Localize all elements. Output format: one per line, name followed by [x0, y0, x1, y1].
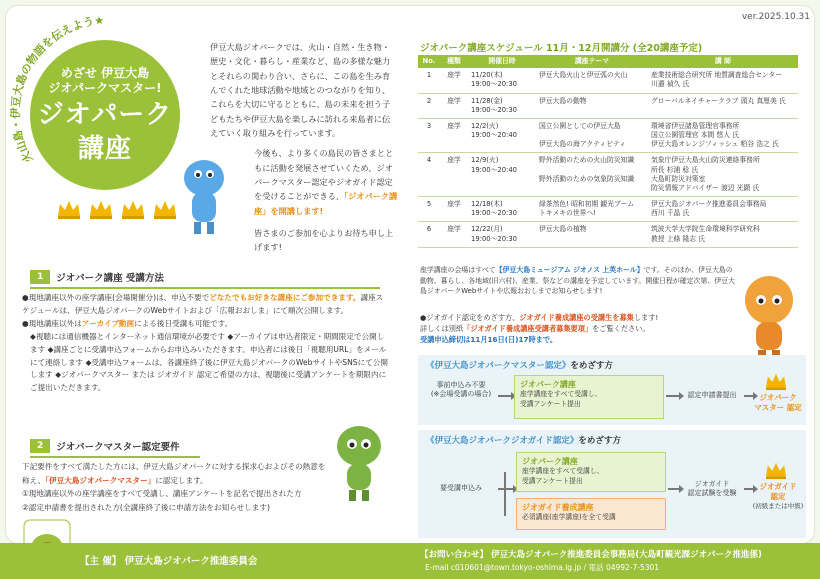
schedule-cell-theme: 伊豆大島の植物 — [536, 222, 648, 247]
schedule-row — [418, 68, 798, 93]
guide-recruit-note: ●ジオガイド認定をめざす方、ジオガイド養成講座の受講生を募集します! 詳しくは別紙「ジオガイド養成講座受講者募集要項」をご覧ください。 受講申込締切は11月16日(日)17時まで。 — [420, 313, 659, 345]
schedule-row — [418, 153, 798, 197]
schedule-cell-date: 12/18(木) 19:00〜20:30 — [468, 197, 536, 222]
footer-contact: 【お問い合わせ】 伊豆大島ジオパーク推進委員会事務局(大島町観光課ジオパーク推進係) — [420, 550, 762, 560]
intro-p2a: 今後も、より多くの島民の皆さまとともに活動を発展させていくため、ジオパークマスター認定やジオガイド認定を受けることができる、 — [254, 148, 394, 202]
section1-bullet3: ◆視聴には通信機器とインターネット通信環境が必要です ◆アーカイブは申込者限定・期間限定で公開します ◆講座ごとに受講申込フォームからお申込みいただきます。申込者には後日「視聴用URL」をメールにて連絡します ◆受講申込フォームは、各講座終了後に伊豆大島ジオパークのWebサイトやSNSにて公開します ◆ジオパークマスター または ジオガイド 認定ご希望の方は、視聴後に受講アンケートを期限内にご提出いただきます。 — [30, 331, 388, 393]
schedule-cell-type: 座学 — [440, 153, 468, 197]
guide-training-box: ジオガイド養成講座 必須講座(座学講座)を全て受講 — [516, 498, 666, 530]
schedule-cell-type: 座学 — [440, 118, 468, 153]
schedule-header-row: No. 種類 開催日時 講座テーマ 講 師 — [418, 55, 798, 68]
schedule-cell-lecturer: 環境省伊豆諸島管理官事務所 国立公園管理官 本間 悠人 氏 伊豆大島オレンジフィッシュ 粕谷 浩之 氏 — [648, 118, 798, 153]
section1-bullet1: ●現地講座以外の座学講座(会場開催分)は、申込不要でどなたでもお好きな講座にご参加できます。講座スケジュールは、伊豆大島ジオパークのWebサイトおよび「広報おおしま」にて順次公開します。 — [22, 293, 384, 315]
schedule-note: 座学講座の会場はすべて【伊豆大島ミュージアム ジオノス 上英ホール】です。そのほか、伊豆大島の動物、暮らし、各地域(旧六村)、産業、祭などの講座を予定しています。開催日程が確定次第、伊豆大島ジオパークWebサイトや広報おおしまでお知らせします! — [420, 266, 735, 296]
schedule-cell-type: 座学 — [440, 68, 468, 93]
title-badge — [30, 40, 180, 190]
schedule-table — [418, 55, 798, 248]
section2-body — [22, 460, 332, 515]
schedule-cell-no: 2 — [418, 93, 440, 118]
section2-line1: 下記要件をすべて満たした方には、伊豆大島ジオパークに対する探求心およびその熱意を称え、「伊豆大島ジオパークマスター」に認定します。 — [22, 462, 326, 485]
crown-icon — [56, 198, 82, 220]
schedule-cell-no: 4 — [418, 153, 440, 197]
section1-header — [30, 268, 380, 286]
blue-mascot-icon — [176, 150, 232, 240]
schedule-title: ジオパーク講座スケジュール 11月・12月開講分 (全20講座予定) — [420, 43, 703, 54]
schedule-cell-type: 座学 — [440, 222, 468, 247]
green-mascot-icon — [330, 420, 388, 504]
schedule-cell-lecturer: 伊豆大島ジオパーク推進委員会事務局 西川 千晶 氏 — [648, 197, 798, 222]
master-path-header: 《伊豆大島ジオパークマスター認定》をめざす方 — [426, 361, 613, 371]
badge-line4: 講座 — [77, 133, 132, 164]
section2-number: 2 — [30, 439, 50, 453]
schedule-cell-no: 1 — [418, 68, 440, 93]
schedule-cell-no: 5 — [418, 197, 440, 222]
schedule-row — [418, 197, 798, 222]
crown-icon — [764, 460, 788, 480]
section1-bullet2: ●現地講座以外はアーカイブ動画による後日受講も可能です。 — [22, 318, 233, 328]
orange-mascot-icon — [738, 270, 800, 368]
crown-icon — [152, 198, 178, 220]
schedule-cell-theme: 伊豆大島の動物 — [536, 93, 648, 118]
footer-host: 【主 催】 伊豆大島ジオパーク推進委員会 — [80, 556, 258, 567]
schedule-row — [418, 93, 798, 118]
master-pre-note: 事前申込み不要 (※会場受講の場合) — [430, 381, 492, 399]
schedule-cell-date: 11/28(金) 19:00〜20:30 — [468, 93, 536, 118]
master-step2: 認定申請書提出 — [687, 391, 737, 399]
schedule-cell-theme: 野外活動のための火山防災知識 野外活動のための気象防災知識 — [536, 153, 648, 197]
section2-title: ジオパークマスター認定要件 — [56, 442, 180, 453]
master-path-panel — [418, 355, 806, 425]
section1-title: ジオパーク講座 受講方法 — [56, 273, 164, 284]
section2-line2: ①現地講座以外の座学講座をすべて受講し、講座アンケートを記名で提出された方 — [22, 489, 302, 499]
schedule-cell-lecturer: 筑波大学大学院生命環境科学研究科 教授 上條 隆志 氏 — [648, 222, 798, 247]
crown-icon — [764, 371, 788, 391]
version-label: ver.2025.10.31 — [741, 12, 810, 22]
intro-p3: 皆さまのご参加を心よりお待ち申し上げます! — [254, 228, 394, 253]
schedule-cell-date: 12/9(火) 19:00〜20:40 — [468, 153, 536, 197]
schedule-row — [418, 222, 798, 247]
schedule-cell-theme: 国立公園としての伊豆大島 伊豆大島の海アクティビティ — [536, 118, 648, 153]
intro-p2b: 「ジオパーク講座」を開講します! — [254, 191, 398, 216]
schedule-cell-lecturer: 気象庁伊豆大島火山防災連絡事務所 所長 杉浦 稔 氏 大島町防災対策室 防災情報アドバイザー 渡辺 光顕 氏 — [648, 153, 798, 197]
master-course-box: ジオパーク講座 座学講座をすべて受講し、 受講アンケート提出 — [514, 375, 664, 419]
guide-cert: ジオガイド 認定 (初級または中級) — [752, 482, 804, 510]
intro-p1: 伊豆大島ジオパークでは、火山・自然・生き物・歴史・文化・暮らし・産業など、島の多様な魅力とそれらの関わり合い、さらに、この島を生み育んでくれた地球活動や地域とのつながりを知り、これらを大切に守るとともに、島の未来を担う子どもたちや伊豆大島を楽しみに訪れる来島者に伝えていく取り組みを行っています。 — [210, 42, 391, 139]
schedule-cell-date: 11/20(木) 19:00〜20:30 — [468, 68, 536, 93]
schedule-row — [418, 118, 798, 153]
schedule-cell-date: 12/22(月) 19:00〜20:30 — [468, 222, 536, 247]
guide-course-box: ジオパーク講座 座学講座をすべて受講し、 受講アンケート提出 — [516, 452, 666, 492]
section1-number: 1 — [30, 270, 50, 284]
schedule-cell-theme: 伊豆大島火山と伊豆弧の火山 — [536, 68, 648, 93]
crown-icon — [88, 198, 114, 220]
schedule-cell-date: 12/2(火) 19:00〜20:40 — [468, 118, 536, 153]
badge-line3: ジオパーク — [37, 99, 173, 130]
schedule-cell-no: 3 — [418, 118, 440, 153]
footer — [0, 543, 820, 579]
guide-pre-note: 要受講申込み — [440, 484, 482, 492]
guide-step2: ジオガイド 認定試験を受験 — [687, 480, 737, 498]
section2-header — [30, 437, 200, 455]
crown-icon — [120, 198, 146, 220]
schedule-cell-no: 6 — [418, 222, 440, 247]
schedule-cell-lecturer: 産業技術総合研究所 地質調査総合センター 川邉 禎久 氏 — [648, 68, 798, 93]
badge-arc-text: 火山島・伊豆大島の物語を伝えよう★ — [9, 13, 105, 166]
crowns — [56, 198, 178, 220]
schedule-cell-lecturer: グローバルネイチャークラブ 頭丸 真厘美 氏 — [648, 93, 798, 118]
master-cert: ジオパーク マスター 認定 — [754, 393, 802, 412]
guide-path-panel — [418, 430, 806, 538]
schedule-cell-theme: 緑茶然色! 昭和初期 観光ブーム トキメキの世界へ! — [536, 197, 648, 222]
badge-line2: ジオパークマスター! — [48, 81, 162, 96]
intro-text — [210, 40, 398, 261]
schedule-cell-type: 座学 — [440, 197, 468, 222]
badge-line1: めざせ 伊豆大島 — [60, 65, 150, 80]
section2-line3: ②認定申請書を提出された方(全講座終了後に申請方法をお知らせします) — [22, 502, 270, 512]
section1-body — [22, 292, 388, 395]
schedule-cell-type: 座学 — [440, 93, 468, 118]
footer-contact-details: E-mail c010601@town.tokyo-oshima.lg.jp / 電話 04992-7-5301 — [425, 563, 660, 572]
intro-p2 — [210, 146, 398, 218]
guide-path-header: 《伊豆大島ジオパークジオガイド認定》をめざす方 — [426, 436, 621, 446]
